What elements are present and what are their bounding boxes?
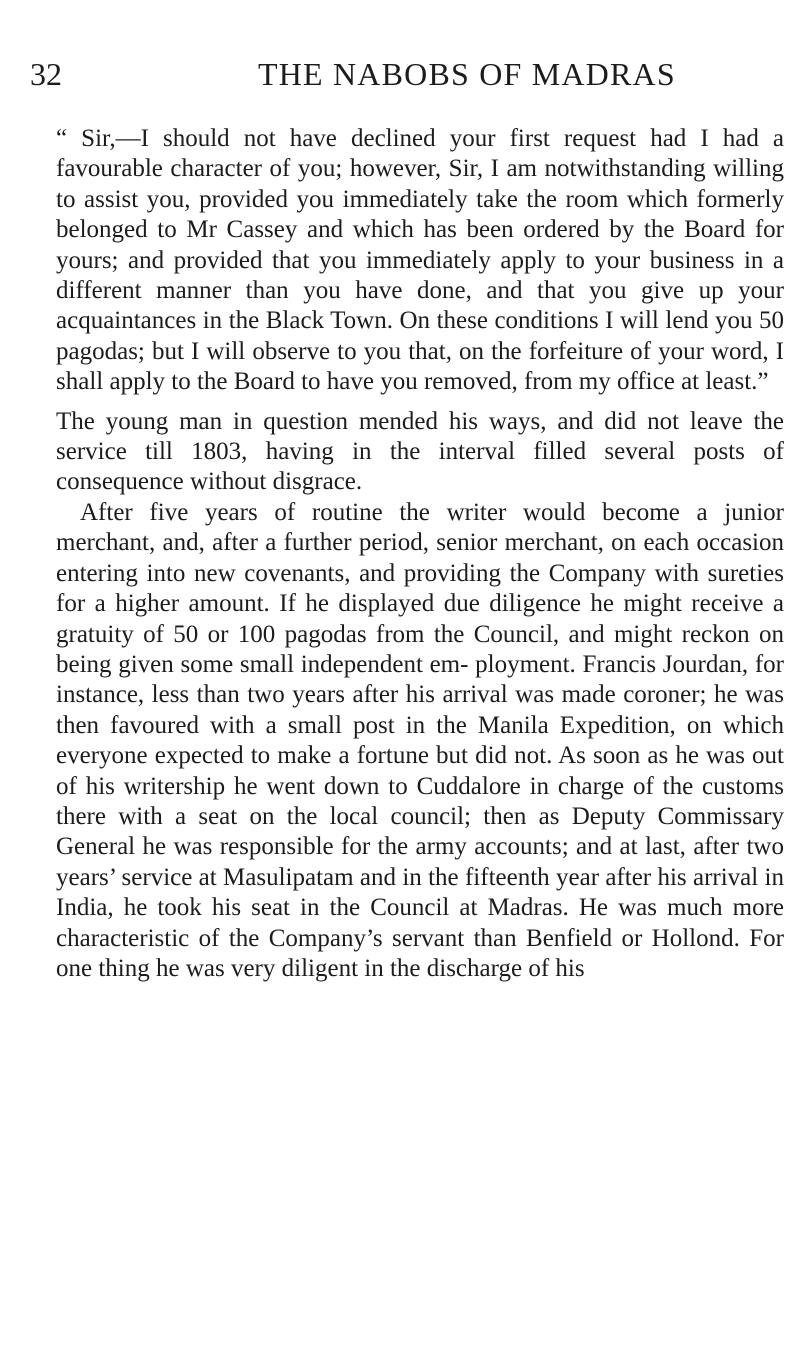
- paragraph: The young man in question mended his ways, and did not leave the service till 1803, having in the interval filled several posts of consequence without disgrace.: [56, 407, 784, 496]
- running-title: THE NABOBS OF MADRAS: [258, 56, 676, 92]
- paragraph: After five years of routine the writer would become a junior merchant, and, after a further period, senior merchant, on each occasion entering into new covenants, and providing the Company with sureties for a higher amount. If he displayed due diligence he might receive a gratuity of 50 or 100 pagodas from the Council, and might reckon on being given some small independent em- ployment. Francis Jourdan, for instance, less than two years after his arrival was made coroner; he was then favoured with a small post in the Manila Expedition, on which everyone expected to make a fortune but did not. As soon as he was out of his writership he went down to Cuddalore in charge of the customs there with a seat on the local council; then as Deputy Commissary General he was responsible for the army accounts; and at last, after two years’ service at Masulipatam and in the fifteenth year after his arrival in India, he took his seat in the Council at Madras. He was much more characteristic of the Company’s servant than Benfield or Hollond. For one thing he was very diligent in the discharge of his: [56, 498, 784, 982]
- quoted-letter-paragraph: “ Sir,—I should not have declined your first request had I had a favourable character of you; however, Sir, I am notwithstanding willing to assist you, provided you immediately take the room which formerly belonged to Mr Cassey and which has been ordered by the Board for yours; and provided that you immediately apply to your business in a different manner than you have done, and that you give up your acquaintances in the Black Town. On these conditions I will lend you 50 pagodas; but I will observe to you that, on the forfeiture of your word, I shall apply to the Board to have you removed, from my office at least.”: [56, 125, 784, 396]
- page-number: 32: [30, 56, 62, 92]
- body-text: [56, 124, 784, 984]
- page-header: [0, 56, 800, 96]
